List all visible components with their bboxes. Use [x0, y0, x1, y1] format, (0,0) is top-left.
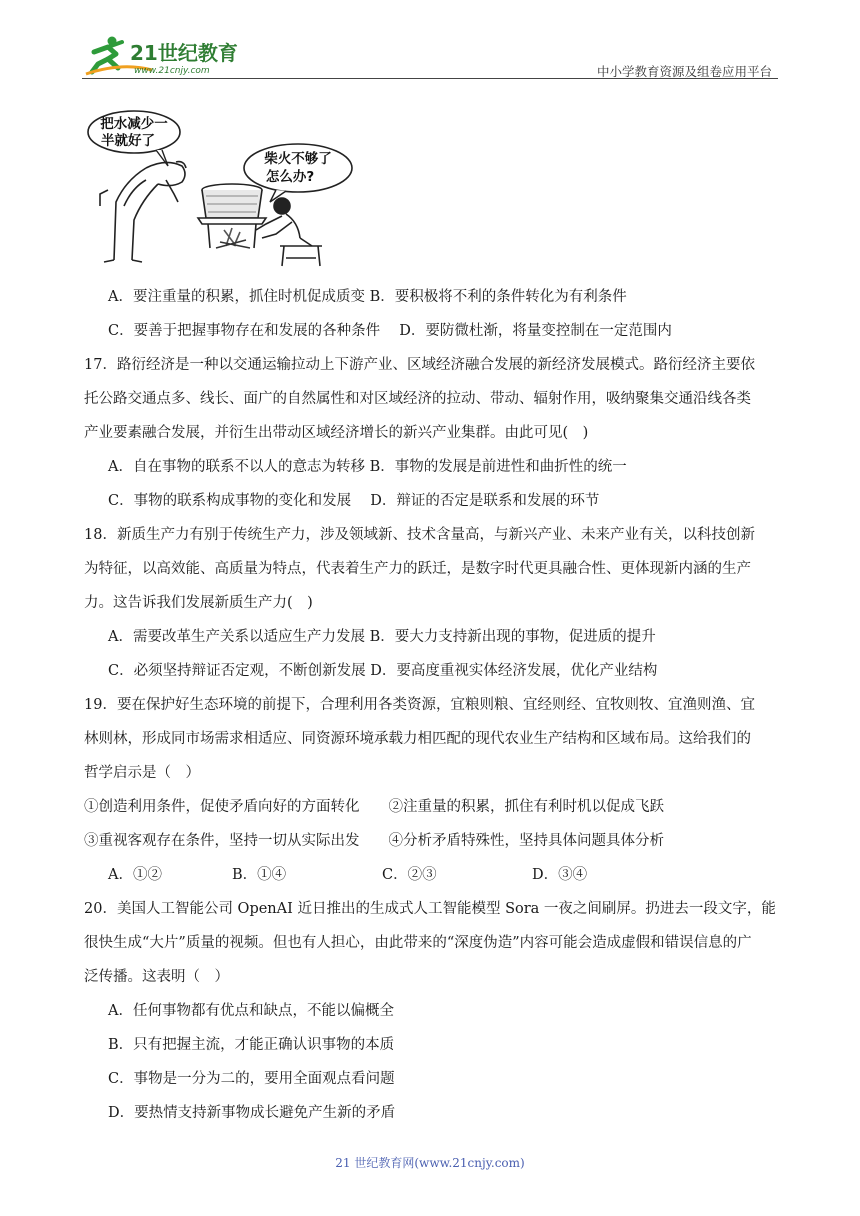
svg-text:www.21cnjy.com: www.21cnjy.com — [134, 66, 210, 76]
q19-stem-line1: 19．要在保护好生态环境的前提下，合理利用各类资源，宜粮则粮、宜经则经、宜牧则牧、宜渔则渔、宜 — [84, 697, 755, 713]
page-header — [82, 28, 778, 80]
q19-statements-12: ①创造利用条件，促使矛盾向好的方面转化 ②注重量的积累，抓住有利时机以促成飞跃 — [84, 799, 664, 815]
q17-stem-line2: 托公路交通点多、线长、面广的自然属性和对区域经济的拉动、带动、辐射作用，吸纳聚集交通沿线各类 — [84, 391, 751, 407]
header-divider — [82, 78, 778, 79]
q20-option-d: D．要热情支持新事物成长避免产生新的矛盾 — [108, 1105, 396, 1121]
q17-stem-line1: 17．路衍经济是一种以交通运输拉动上下游产业、区域经济融合发展的新经济发展模式。路衍经济主要依 — [84, 357, 755, 373]
q19-option-c: C．②③ — [382, 867, 437, 883]
q19-statements-34: ③重视客观存在条件，坚持一切从实际出发 ④分析矛盾特殊性，坚持具体问题具体分析 — [84, 833, 664, 849]
q20-stem-line1: 20．美国人工智能公司 OpenAI 近日推出的生成式人工智能模型 Sora 一夜之间刷屏。扔进去一段文字，能 — [84, 901, 776, 917]
q18-options-cd: C．必须坚持辩证否定观，不断创新发展 D．要高度重视实体经济发展，优化产业结构 — [108, 663, 658, 679]
q19-option-d: D．③④ — [532, 867, 588, 883]
q20-option-c: C．事物是一分为二的，要用全面观点看问题 — [108, 1071, 395, 1087]
platform-tagline: 中小学教育资源及组卷应用平台 — [596, 64, 772, 79]
q19-option-b: B．①④ — [232, 867, 287, 883]
q18-stem-line2: 为特征，以高效能、高质量为特点，代表着生产力的跃迁，是数字时代更具融合性、更体现新内涵的生产 — [84, 561, 751, 577]
cartoon-illustration — [86, 110, 356, 275]
q18-stem-line3: 力。这告诉我们发展新质生产力( ) — [84, 595, 313, 611]
bubble-left-line2: 半就好了 — [101, 133, 155, 149]
q20-option-a: A．任何事物都有优点和缺点，不能以偏概全 — [108, 1003, 394, 1019]
q19-stem-line2: 林则林，形成同市场需求相适应、同资源环境承载力相匹配的现代农业生产结构和区域布局。这给我们的 — [84, 731, 751, 747]
q20-stem-line2: 很快生成“大片”质量的视频。但也有人担心，由此带来的“深度伪造”内容可能会造成虚假和错误信息的广 — [84, 935, 752, 951]
q20-stem-line3: 泛传播。这表明（ ） — [84, 969, 229, 985]
bubble-right-line2: 怎么办? — [265, 169, 315, 185]
q20-option-b: B．只有把握主流，才能正确认识事物的本质 — [108, 1037, 395, 1053]
q16-options-ab: A．要注重量的积累，抓住时机促成质变 B．要积极将不利的条件转化为有利条件 — [108, 289, 627, 305]
q17-options-cd: C．事物的联系构成事物的变化和发展 D．辩证的否定是联系和发展的环节 — [108, 493, 600, 509]
bubble-left-line1: 把水减少一 — [100, 116, 168, 132]
q19-stem-line3: 哲学启示是（ ） — [84, 765, 200, 781]
q18-options-ab: A．需要改革生产关系以适应生产力发展 B．要大力支持新出现的事物，促进质的提升 — [108, 629, 656, 645]
q17-stem-line3: 产业要素融合发展，并衍生出带动区域经济增长的新兴产业集群。由此可见( ) — [84, 425, 589, 441]
q19-option-a: A．①② — [108, 867, 162, 883]
q17-options-ab: A．自在事物的联系不以人的意志为转移 B．事物的发展是前进性和曲折性的统一 — [108, 459, 627, 475]
page-footer-link[interactable]: 21 世纪教育网(www.21cnjy.com) — [335, 1156, 525, 1170]
q18-stem-line1: 18．新质生产力有别于传统生产力，涉及领域新、技术含量高，与新兴产业、未来产业有关，以科技创新 — [84, 527, 755, 543]
svg-text:21世纪教育: 21世纪教育 — [130, 41, 238, 65]
runner-logo-icon — [82, 32, 262, 76]
q16-options-cd: C．要善于把握事物存在和发展的各种条件 D．要防微杜渐，将量变控制在一定范围内 — [108, 323, 672, 339]
site-logo[interactable] — [82, 32, 262, 76]
bubble-right-line1: 柴火不够了 — [264, 151, 332, 167]
